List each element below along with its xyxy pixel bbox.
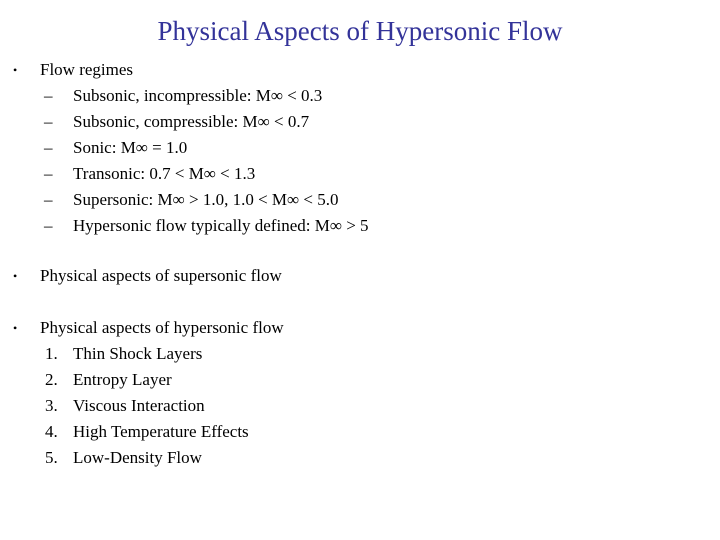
list-item [0, 445, 720, 471]
number-marker: 1. [45, 344, 58, 363]
dash-marker: – [44, 190, 53, 209]
bullet-heading-text: Flow regimes [40, 60, 134, 79]
list-item [0, 161, 720, 187]
bullet-heading [0, 263, 720, 289]
dash-marker: – [44, 138, 53, 157]
list-item-text: Supersonic: M∞ > 1.0, 1.0 < M∞ < 5.0 [73, 190, 339, 209]
list-item-text: Transonic: 0.7 < M∞ < 1.3 [73, 164, 256, 183]
list-item-text: Subsonic, compressible: M∞ < 0.7 [73, 112, 310, 131]
bullet-heading-text: Physical aspects of supersonic flow [40, 266, 282, 285]
dash-marker: – [44, 86, 53, 105]
section-hypersonic [0, 315, 720, 471]
list-item-text: Subsonic, incompressible: M∞ < 0.3 [73, 86, 323, 105]
list-item-text: Low-Density Flow [73, 448, 202, 467]
list-item [0, 187, 720, 213]
list-item-text: Sonic: M∞ = 1.0 [73, 138, 188, 157]
list-item-text: Entropy Layer [73, 370, 172, 389]
list-item [0, 83, 720, 109]
bullet-heading-text: Physical aspects of hypersonic flow [40, 318, 284, 337]
dash-marker: – [44, 216, 53, 235]
list-item [0, 109, 720, 135]
bullet-dot-icon: • [13, 321, 18, 335]
bullet-heading [0, 315, 720, 341]
number-marker: 3. [45, 396, 58, 415]
bullet-heading [0, 57, 720, 83]
bullet-dot-icon: • [13, 269, 18, 283]
dash-marker: – [44, 164, 53, 183]
list-item [0, 135, 720, 161]
list-item [0, 213, 720, 239]
list-item-text: Viscous Interaction [73, 396, 205, 415]
list-item [0, 341, 720, 367]
list-item-text: Hypersonic flow typically defined: M∞ > 5 [73, 216, 369, 235]
dash-marker: – [44, 112, 53, 131]
list-item [0, 367, 720, 393]
list-item [0, 419, 720, 445]
section-supersonic [0, 263, 720, 289]
number-marker: 5. [45, 448, 58, 467]
bullet-dot-icon: • [13, 63, 18, 77]
list-item-text: Thin Shock Layers [73, 344, 203, 363]
slide-title: Physical Aspects of Hypersonic Flow [157, 16, 563, 46]
list-item-text: High Temperature Effects [73, 422, 249, 441]
section-flow-regimes [0, 57, 720, 239]
list-item [0, 393, 720, 419]
number-marker: 2. [45, 370, 58, 389]
number-marker: 4. [45, 422, 58, 441]
